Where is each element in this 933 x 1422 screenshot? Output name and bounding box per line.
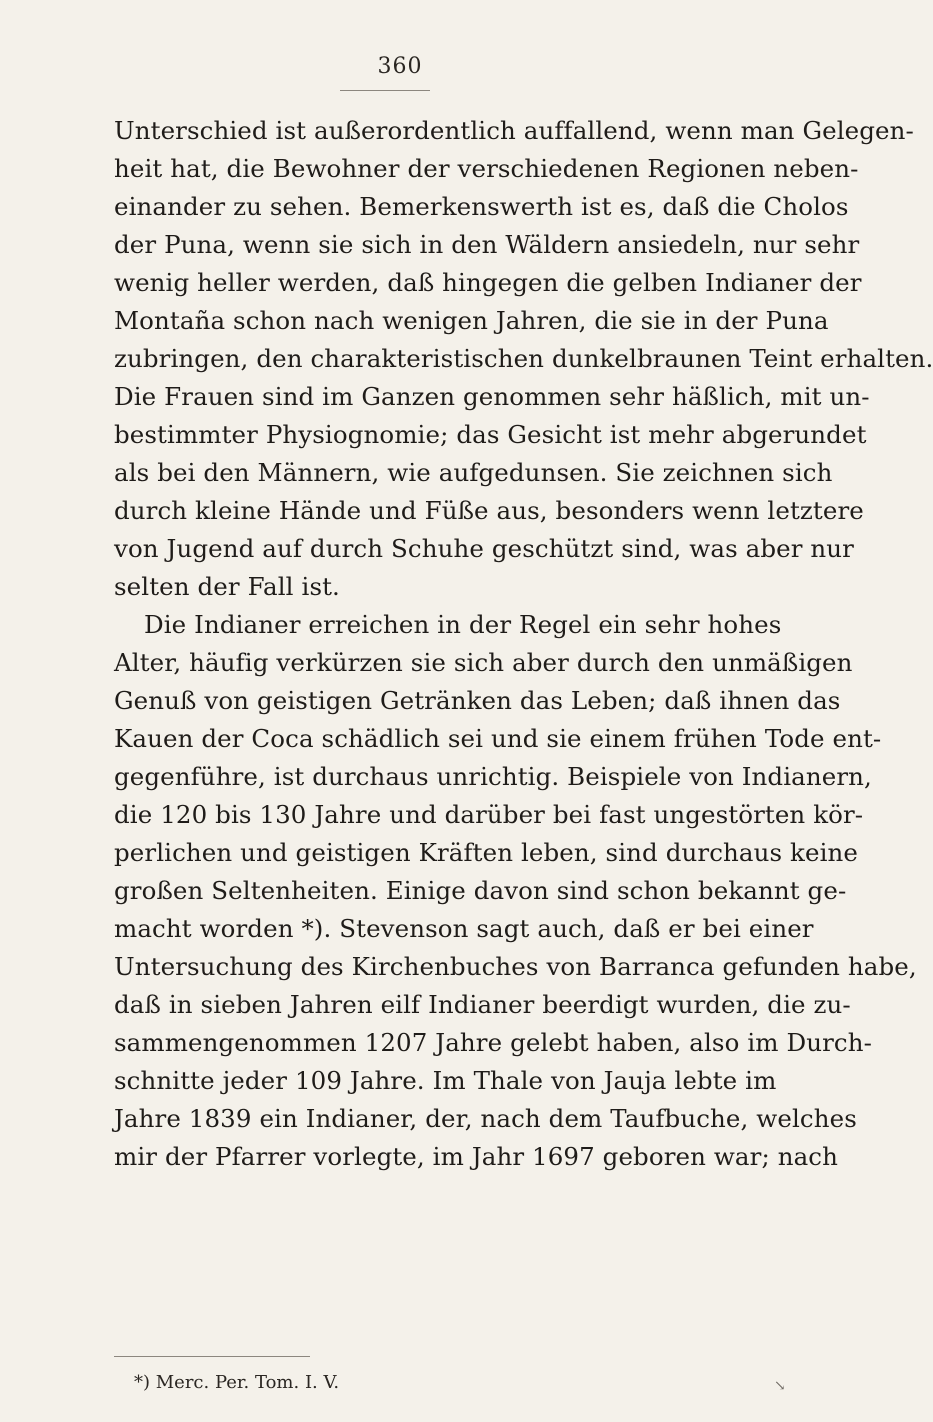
text-line: selten der Fall ist. xyxy=(114,572,340,601)
text-line: schnitte jeder 109 Jahre. Im Thale von Jauja lebte im xyxy=(114,1066,777,1095)
page-edge-mark: ↘ xyxy=(774,1378,786,1394)
text-line: zubringen, den charakteristischen dunkelbraunen Teint erhalten. xyxy=(114,344,933,373)
text-line: Die Frauen sind im Ganzen genommen sehr häßlich, mit un- xyxy=(114,382,870,411)
text-line: Kauen der Coca schädlich sei und sie einem frühen Tode ent- xyxy=(114,724,882,753)
footnote-rule xyxy=(114,1356,310,1357)
footnote: *) Merc. Per. Tom. I. V. xyxy=(134,1372,340,1393)
text-line: gegenführe, ist durchaus unrichtig. Beispiele von Indianern, xyxy=(114,762,872,791)
text-line: Montaña schon nach wenigen Jahren, die sie in der Puna xyxy=(114,306,829,335)
paragraph-start-line: Die Indianer erreichen in der Regel ein sehr hohes xyxy=(144,610,782,639)
text-line: Jahre 1839 ein Indianer, der, nach dem Taufbuche, welches xyxy=(114,1104,857,1133)
text-line: heit hat, die Bewohner der verschiedenen Regionen neben- xyxy=(114,154,859,183)
text-line: Alter, häufig verkürzen sie sich aber durch den unmäßigen xyxy=(114,648,853,677)
text-line: der Puna, wenn sie sich in den Wäldern ansiedeln, nur sehr xyxy=(114,230,860,259)
text-line: daß in sieben Jahren eilf Indianer beerdigt wurden, die zu- xyxy=(114,990,851,1019)
text-line: die 120 bis 130 Jahre und darüber bei fast ungestörten kör- xyxy=(114,800,864,829)
text-line: durch kleine Hände und Füße aus, besonders wenn letztere xyxy=(114,496,864,525)
text-line: macht worden *). Stevenson sagt auch, daß er bei einer xyxy=(114,914,814,943)
text-line: perlichen und geistigen Kräften leben, sind durchaus keine xyxy=(114,838,858,867)
page-number: 360 xyxy=(377,54,423,79)
text-line: mir der Pfarrer vorlegte, im Jahr 1697 geboren war; nach xyxy=(114,1142,838,1171)
text-line: einander zu sehen. Bemerkenswerth ist es, daß die Cholos xyxy=(114,192,849,221)
header-rule xyxy=(340,90,430,91)
text-line: sammengenommen 1207 Jahre gelebt haben, also im Durch- xyxy=(114,1028,872,1057)
text-line: Unterschied ist außerordentlich auffallend, wenn man Gelegen- xyxy=(114,116,914,145)
text-line: großen Seltenheiten. Einige davon sind schon bekannt ge- xyxy=(114,876,847,905)
text-line: von Jugend auf durch Schuhe geschützt sind, was aber nur xyxy=(114,534,854,563)
text-line: bestimmter Physiognomie; das Gesicht ist mehr abgerundet xyxy=(114,420,867,449)
text-line: als bei den Männern, wie aufgedunsen. Sie zeichnen sich xyxy=(114,458,833,487)
text-line: Genuß von geistigen Getränken das Leben; daß ihnen das xyxy=(114,686,841,715)
text-line: wenig heller werden, daß hingegen die gelben Indianer der xyxy=(114,268,862,297)
text-line: Untersuchung des Kirchenbuches von Barranca gefunden habe, xyxy=(114,952,917,981)
